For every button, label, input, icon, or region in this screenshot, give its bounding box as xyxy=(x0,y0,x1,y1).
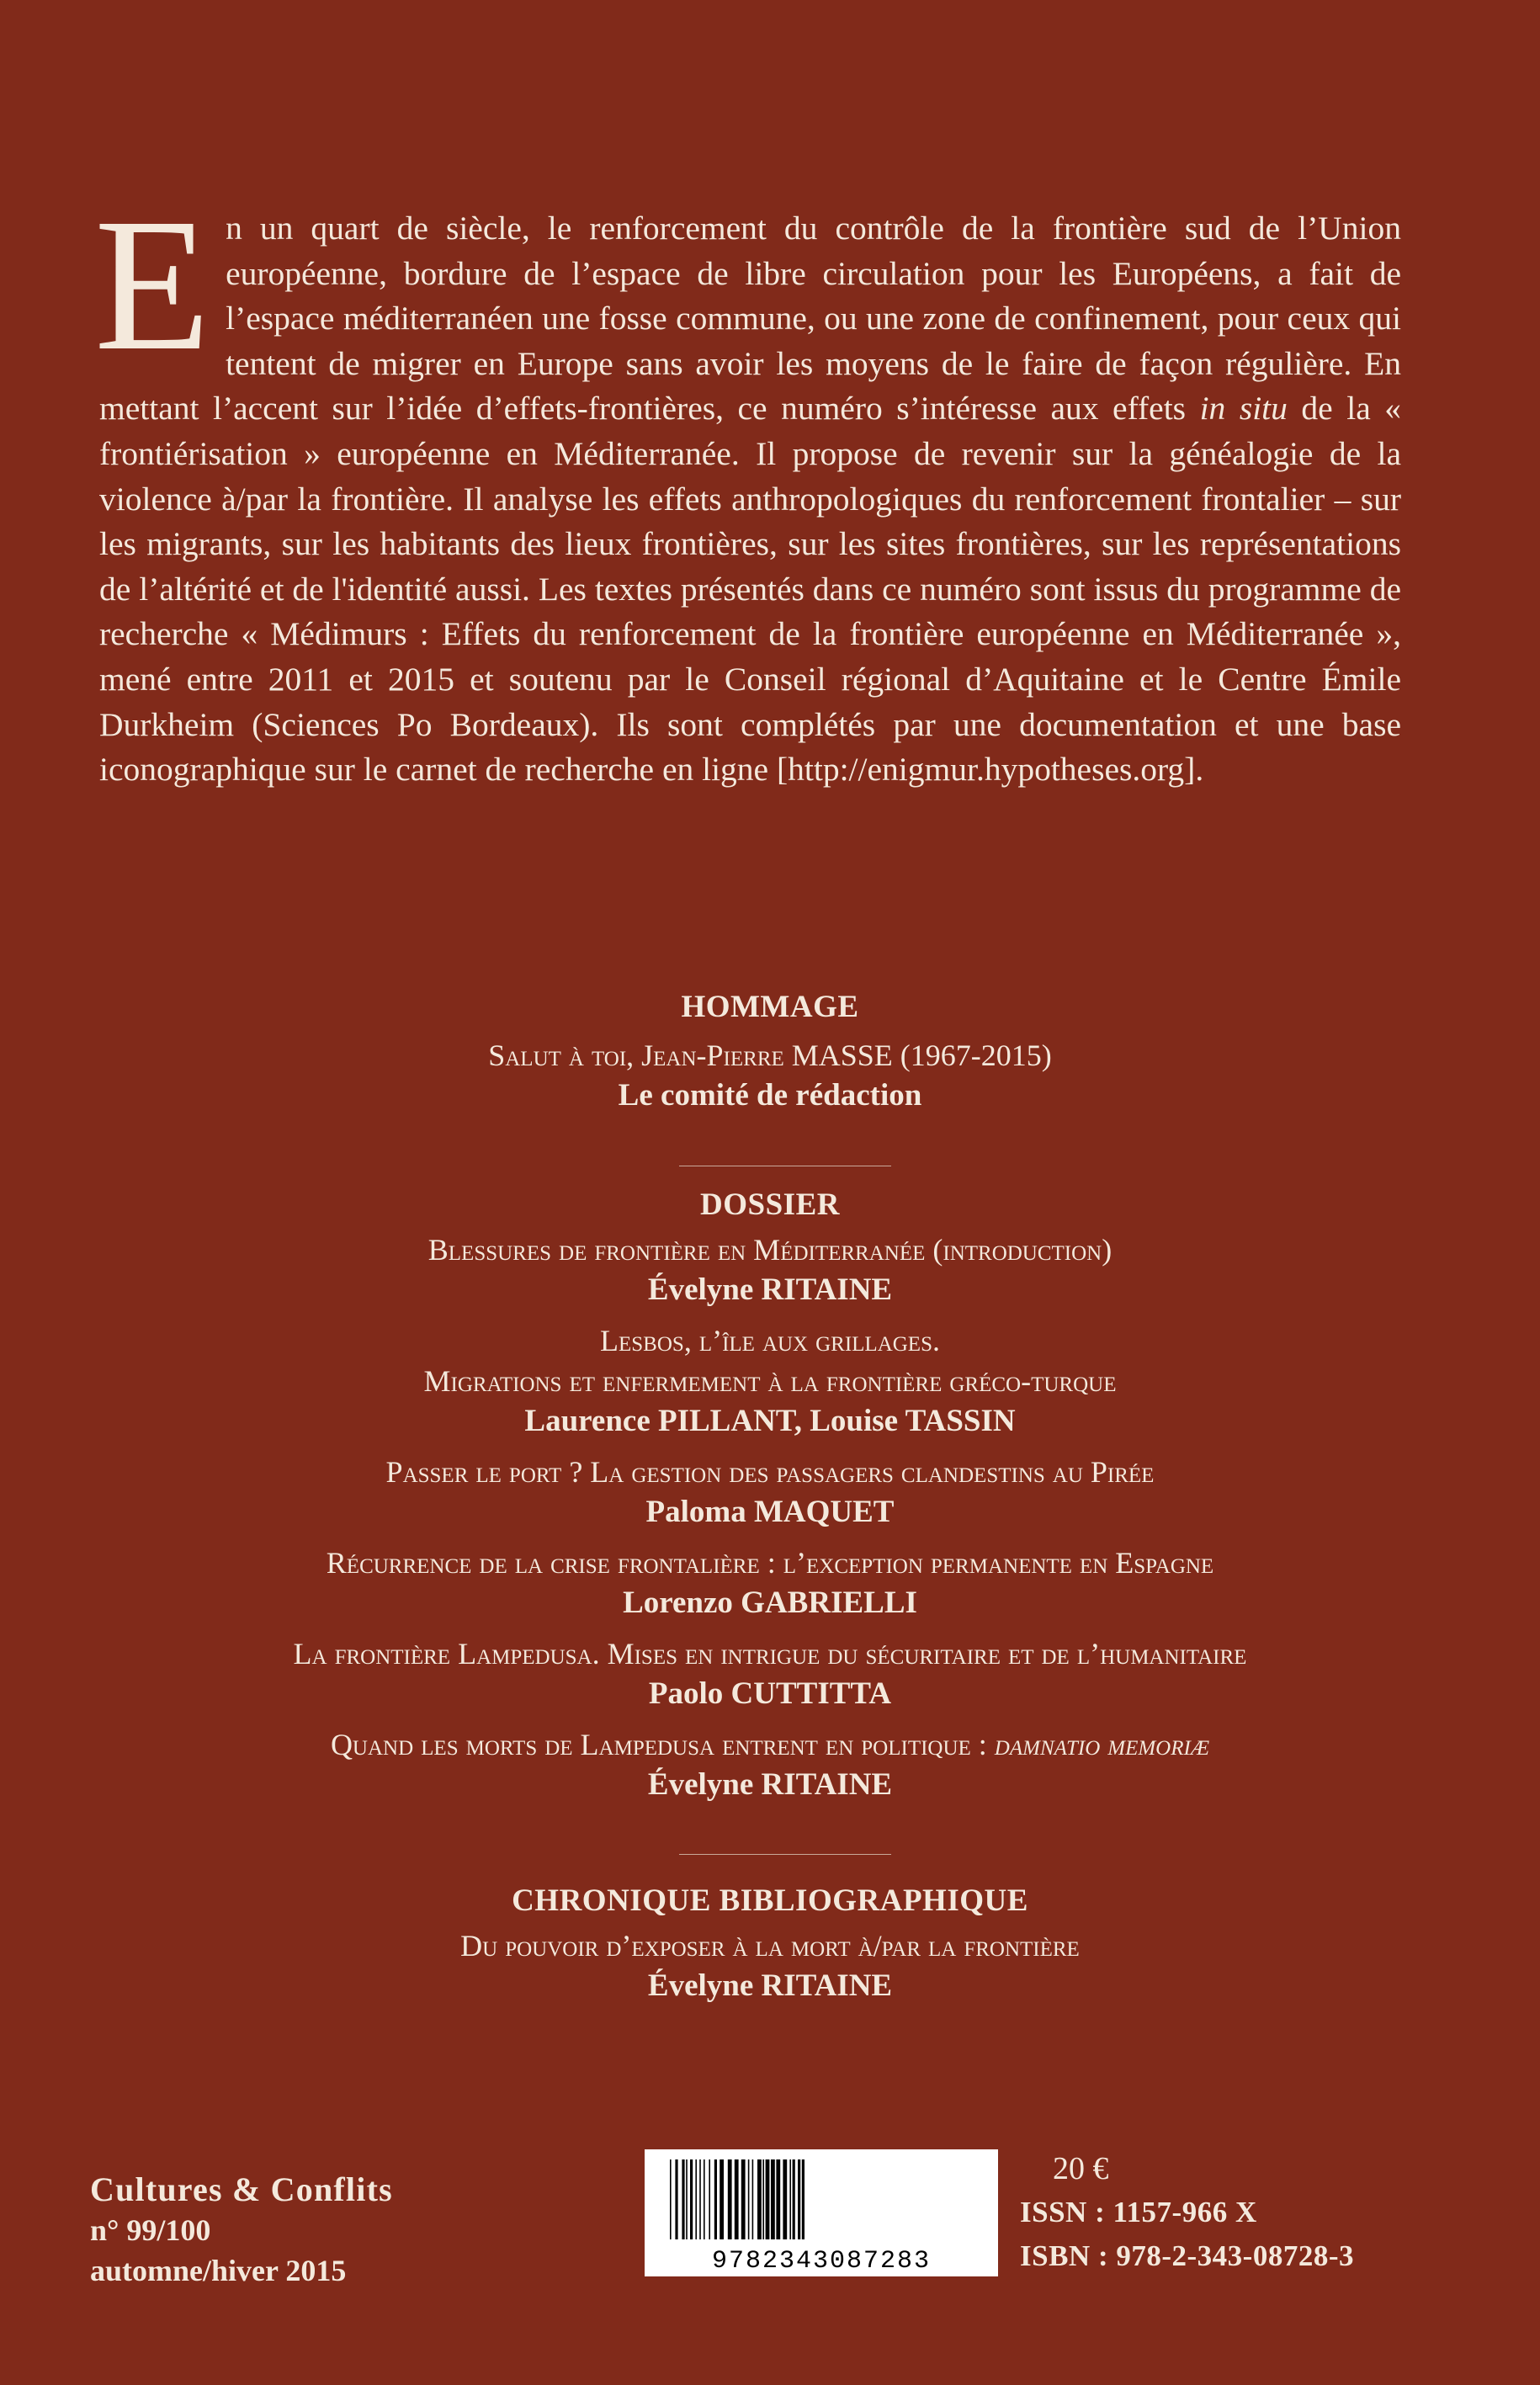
toc-entry xyxy=(0,1724,1540,1805)
barcode-bar xyxy=(704,2159,705,2239)
entry-title: Lesbos, l’île aux grillages. xyxy=(600,1324,940,1357)
entry-title: La frontière Lampedusa. Mises en intrigue du sécuritaire et de l’humanitaire xyxy=(293,1637,1247,1671)
barcode-bar xyxy=(783,2159,787,2239)
isbn: ISBN : 978-2-343-08728-3 xyxy=(1020,2239,1354,2272)
barcode-bar xyxy=(735,2159,739,2239)
summary-text-part2: de la « frontiérisation » européenne en Méditerranée. Il propose de revenir sur la généalogie de la violence à/par la frontière. Il analyse les effets anthropologiques du renforcement frontalier – sur les migrants, sur les habitants des lieux frontières, sur les sites frontières, sur les représentations de l’altérité et de l'identité aussi. Les textes présentés dans ce numéro sont issus du programme de recherche « Médimurs : Effets du renforcement de la frontière européenne en Méditerranée », mené entre 2011 et 2015 et soutenu par le Conseil régional d’Aquitaine et le Centre Émile Durkheim (Sciences Po Bordeaux). Ils sont complétés par une documentation et une base iconographique sur le carnet de recherche en ligne [http://enigmur.hypotheses.org]. xyxy=(99,390,1401,789)
barcode-bar xyxy=(757,2159,762,2239)
toc-entry xyxy=(0,1452,1540,1532)
section-chronique xyxy=(0,1883,1540,2006)
toc-entry xyxy=(0,1633,1540,1714)
section-heading: DOSSIER xyxy=(700,1187,840,1222)
entry-title: Passer le port ? La gestion des passagers clandestins au Pirée xyxy=(385,1455,1155,1489)
price-identifiers xyxy=(1020,2147,1354,2278)
back-cover-summary xyxy=(94,179,1401,793)
entry-title: Blessures de frontière en Méditerranée (introduction) xyxy=(427,1233,1113,1267)
barcode-bar xyxy=(766,2159,770,2239)
journal-season: automne/hiver 2015 xyxy=(90,2254,347,2287)
toc-entry xyxy=(0,1320,1540,1442)
summary-text-part1: n un quart de siècle, le renforcement du contrôle de la frontière sud de l’Union européenne, bordure de l’espace de libre circulation pour les Européens, a fait de l’espace méditerranéen une fosse commune, ou une zone de confinement, pour ceux qui tentent de migrer en Europe sans avoir les moyens de le faire de façon régulière. En mettant l’accent sur l’idée d’effets-frontières, ce numéro s’intéresse aux effets xyxy=(99,210,1401,428)
entry-author: Évelyne RITAINE xyxy=(647,1272,893,1307)
barcode-bar xyxy=(741,2159,746,2239)
entry-author: Évelyne RITAINE xyxy=(647,1767,893,1802)
barcode-graphic xyxy=(645,2149,998,2276)
barcode-bar xyxy=(752,2159,754,2239)
journal-info xyxy=(90,2170,393,2291)
entry-title: Salut à toi, Jean-Pierre MASSE (1967-2015) xyxy=(488,1038,1052,1072)
barcode-bar xyxy=(798,2159,800,2239)
price: 20 € xyxy=(1053,2151,1109,2186)
barcode-bar xyxy=(675,2159,677,2239)
entry-title-roman: Quand les morts de Lampedusa entrent en politique : xyxy=(330,1728,995,1761)
barcode-bar xyxy=(793,2159,795,2239)
issn: ISSN : 1157-966 X xyxy=(1020,2196,1257,2228)
barcode-bar xyxy=(802,2159,805,2239)
barcode-bar xyxy=(709,2159,710,2239)
entry-title-italic: damnatio memoriæ xyxy=(994,1728,1210,1761)
toc-entry xyxy=(0,1543,1540,1623)
section-divider xyxy=(679,1854,891,1855)
journal-name: Cultures & Conflits xyxy=(90,2170,393,2208)
entry-title-line2: Migrations et enfermement à la frontière gréco-turque xyxy=(423,1364,1117,1398)
entry-title: Du pouvoir d’exposer à la mort à/par la frontière xyxy=(460,1929,1080,1963)
barcode-bar xyxy=(682,2159,684,2239)
drop-cap: E xyxy=(94,179,211,390)
barcode-bar xyxy=(720,2159,724,2239)
barcode-bar xyxy=(690,2159,693,2239)
entry-author: Le comité de rédaction xyxy=(618,1078,922,1113)
barcode-bar xyxy=(789,2159,791,2239)
barcode-bar xyxy=(771,2159,775,2239)
barcode-digits: 9782343087283 xyxy=(711,2247,932,2276)
journal-issue: n° 99/100 xyxy=(90,2213,211,2247)
section-heading: HOMMAGE xyxy=(681,990,859,1024)
barcode-bar xyxy=(699,2159,701,2239)
barcode-bar xyxy=(762,2159,764,2239)
barcode-bar xyxy=(776,2159,780,2239)
barcode-bar xyxy=(728,2159,732,2239)
entry-author: Évelyne RITAINE xyxy=(647,1968,893,2003)
barcode-bar xyxy=(670,2159,672,2239)
section-heading: CHRONIQUE BIBLIOGRAPHIQUE xyxy=(512,1883,1028,1918)
section-hommage xyxy=(0,989,1540,1116)
barcode-bar xyxy=(686,2159,688,2239)
barcode-bar xyxy=(748,2159,750,2239)
toc-entry xyxy=(0,1230,1540,1310)
barcode-bar xyxy=(695,2159,697,2239)
entry-author: Paolo CUTTITTA xyxy=(648,1676,892,1711)
barcode-bar xyxy=(714,2159,717,2239)
isbn-barcode xyxy=(645,2149,998,2276)
summary-italic-in-situ: in situ xyxy=(1199,390,1288,428)
entry-author: Paloma MAQUET xyxy=(645,1495,895,1529)
entry-author: Lorenzo GABRIELLI xyxy=(623,1586,917,1620)
entry-author: Laurence PILLANT, Louise TASSIN xyxy=(524,1404,1016,1438)
entry-title: Récurrence de la crise frontalière : l’exception permanente en Espagne xyxy=(326,1546,1214,1580)
entry-title xyxy=(0,1724,1540,1765)
section-dossier xyxy=(0,1187,1540,1805)
